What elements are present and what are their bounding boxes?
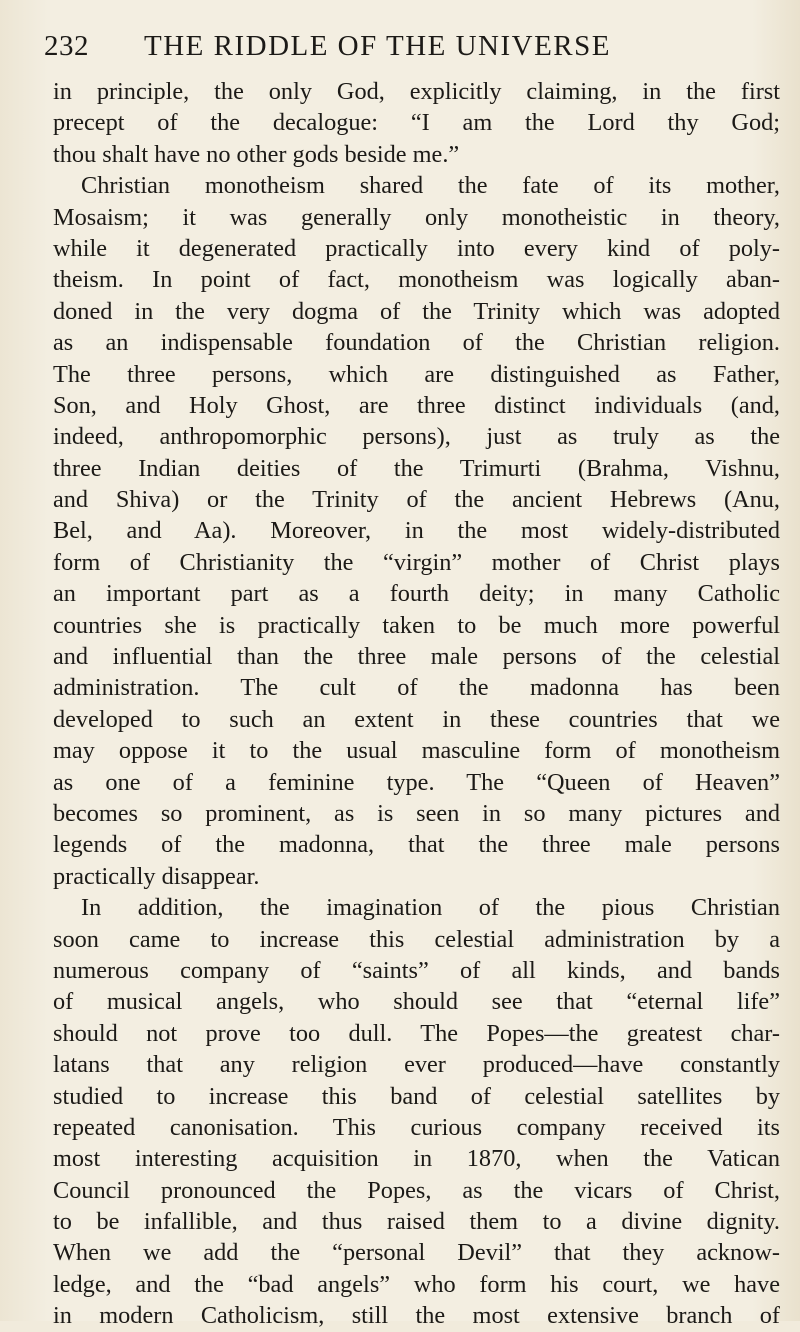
text-line: three Indian deities of the Trimurti (Brahma, Vishnu, <box>53 454 780 482</box>
text-line: repeated canonisation. This curious company received its <box>53 1113 780 1141</box>
text-line: precept of the decalogue: “I am the Lord thy God; <box>53 109 780 137</box>
text-line: to be infallible, and thus raised them to a divine dignity. <box>53 1208 780 1236</box>
text-line: indeed, anthropomorphic persons), just as truly as the <box>53 423 780 451</box>
text-line: doned in the very dogma of the Trinity which was adopted <box>53 297 780 325</box>
text-line: in modern Catholicism, still the most extensive branch of <box>53 1302 780 1330</box>
text-line: practically disappear. <box>53 862 260 890</box>
running-title: THE RIDDLE OF THE UNIVERSE <box>144 30 611 62</box>
text-line: should not prove too dull. The Popes—the greatest char- <box>53 1019 780 1047</box>
text-line: legends of the madonna, that the three male persons <box>53 831 780 859</box>
text-line: may oppose it to the usual masculine form of monotheism <box>53 737 780 765</box>
text-line: form of Christianity the “virgin” mother of Christ plays <box>53 548 780 576</box>
text-line: Mosaism; it was generally only monotheistic in theory, <box>53 203 780 231</box>
text-line: administration. The cult of the madonna has been <box>53 674 780 702</box>
text-line: countries she is practically taken to be much more powerful <box>53 611 780 639</box>
text-line: Council pronounced the Popes, as the vicars of Christ, <box>53 1176 780 1204</box>
page-header <box>44 28 764 68</box>
text-line: and Shiva) or the Trinity of the ancient Hebrews (Anu, <box>53 486 780 514</box>
text-line: Son, and Holy Ghost, are three distinct individuals (and, <box>53 391 780 419</box>
text-line: as one of a feminine type. The “Queen of Heaven” <box>53 768 780 796</box>
text-line: numerous company of “saints” of all kinds, and bands <box>53 956 780 984</box>
text-line: Bel, and Aa). Moreover, in the most widely-distributed <box>53 517 780 545</box>
text-line: In addition, the imagination of the pious Christian <box>81 894 780 922</box>
text-line: in principle, the only God, explicitly claiming, in the first <box>53 78 780 105</box>
text-line: The three persons, which are distinguished as Father, <box>53 360 780 388</box>
text-line: becomes so prominent, as is seen in so many pictures and <box>53 799 780 827</box>
text-line: developed to such an extent in these countries that we <box>53 705 780 733</box>
text-line: theism. In point of fact, monotheism was logically aban- <box>53 266 780 294</box>
text-line: ledge, and the “bad angels” who form his court, we have <box>53 1270 780 1298</box>
text-line: an important part as a fourth deity; in many Catholic <box>53 580 780 608</box>
text-line: while it degenerated practically into every kind of poly- <box>53 234 780 262</box>
text-line: Christian monotheism shared the fate of its mother, <box>81 172 780 200</box>
text-line: and influential than the three male persons of the celestial <box>53 643 780 671</box>
text-line: latans that any religion ever produced—have constantly <box>53 1051 780 1079</box>
body-text <box>53 76 780 1332</box>
text-line: as an indispensable foundation of the Christian religion. <box>53 329 780 357</box>
text-line: most interesting acquisition in 1870, when the Vatican <box>53 1145 780 1173</box>
text-line: studied to increase this band of celestial satellites by <box>53 1082 780 1110</box>
page-number: 232 <box>44 30 89 62</box>
text-line: thou shalt have no other gods beside me.” <box>53 140 460 168</box>
text-line: soon came to increase this celestial administration by a <box>53 925 780 953</box>
text-line: When we add the “personal Devil” that they acknow- <box>53 1239 780 1267</box>
text-line: of musical angels, who should see that “eternal life” <box>53 988 780 1016</box>
